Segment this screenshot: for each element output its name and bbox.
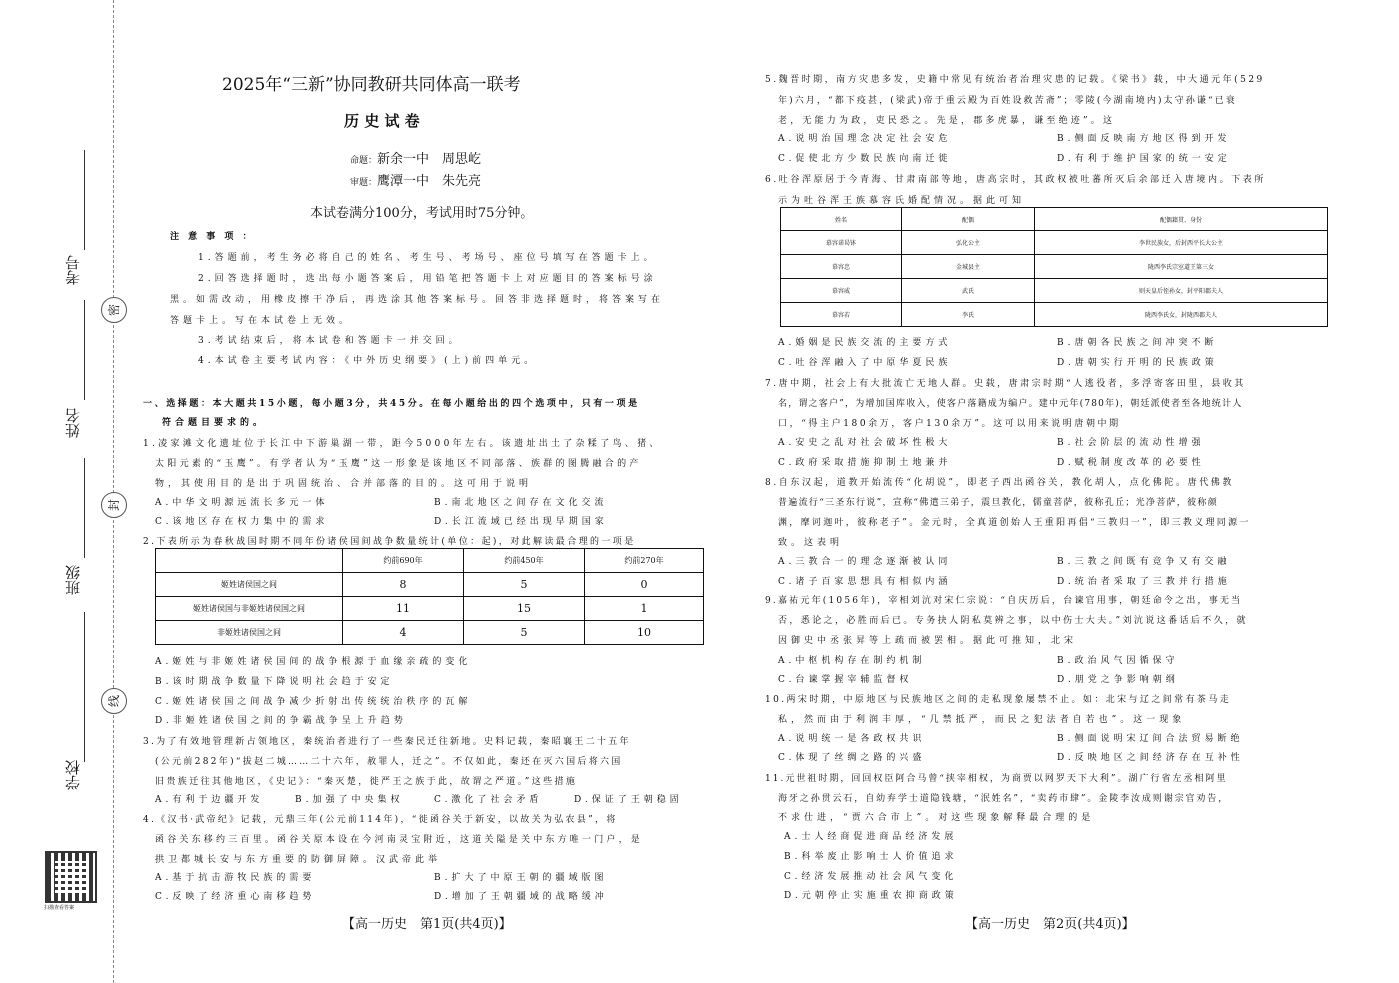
qr-caption: 扫描查看答案 (44, 905, 75, 911)
q2-table-cell: 5 (464, 621, 585, 645)
author-line: 命题：新余一中 周思屹 (350, 152, 482, 167)
seal-mi: 密 (101, 297, 127, 323)
footer-page-2: 【高一历史 第2页(共4页)】 (965, 917, 1135, 932)
q6-table-cell: 武氏 (902, 279, 1035, 303)
q7-stem-3: 口，“得主户180余万，客户130余万”。这可以用来说明唐朝中期 (778, 419, 1121, 429)
q11-option-c[interactable]: C.经济发展推动社会风气变化 (784, 872, 958, 882)
q2-table-cell: 4 (343, 621, 464, 645)
q2-option-d[interactable]: D.非姬姓诸侯国之间的争霸战争呈上升趋势 (155, 716, 407, 726)
q6-table-cell: 李世民族女，后封西平长大公主 (1035, 231, 1328, 255)
q7-stem-1: 7.唐中期，社会上有大批流亡无地人群。史载，唐肃宗时期“人逃役者，多浮寄客田里，县收其 (765, 379, 1246, 389)
q6-table-cell: 慕容若 (781, 303, 902, 327)
q6-option-d[interactable]: D.唐朝实行开明的民族政策 (1057, 358, 1218, 368)
q2-table-header: 约前690年 (343, 549, 464, 573)
q6-table-cell: 慕容威 (781, 279, 902, 303)
q9-stem-3: 因御史中丞张昇等上疏而被罢相。据此可推知，北宋 (778, 636, 1078, 646)
q7-option-c[interactable]: C.政府采取措施抑制土地兼并 (778, 458, 952, 468)
qr-code (45, 851, 97, 903)
q2-table-cell: 1 (585, 597, 704, 621)
subject-title: 历 史 试 卷 (344, 112, 420, 130)
q6-table (780, 207, 1328, 327)
q5-option-a[interactable]: A.说明治国理念决定社会安危 (778, 134, 952, 144)
class-label: 班级 (64, 565, 82, 595)
q2-option-b[interactable]: B.该时期战争数量下降说明社会趋于安定 (155, 677, 394, 687)
q10-option-c[interactable]: C.体现了丝绸之路的兴盛 (778, 753, 926, 763)
q2-option-c[interactable]: C.姬姓诸侯国之间战争减少折射出传统统治秩序的瓦解 (155, 697, 472, 707)
q9-stem-1: 9.嘉祐元年(1056年)，宰相刘沆对宋仁宗说：“自庆历后，台谏官用事，朝廷命令之出，事无当 (765, 596, 1243, 606)
q6-table-cell: 慕容忠 (781, 255, 902, 279)
q1-stem-2: 太阳元素的“玉鹰”。有学者认为“玉鹰”这一形象是该地区不同部落、族群的图腾融合的产 (155, 459, 642, 469)
q6-table-cell: 陇西李氏女，封陇西郡夫人 (1035, 303, 1328, 327)
q2-table-cell: 11 (343, 597, 464, 621)
q7-option-a[interactable]: A.安史之乱对社会破坏性极大 (778, 438, 952, 448)
q7-stem-2: 名，谓之客户”，为增加国库收入，使客户落籍成为编户。建中元年(780年)，朝廷派使者至各地统计人 (778, 399, 1243, 409)
note-2a: 2.回答选择题时，选出每小题答案后，用铅笔把答题卡上对应题目的答案标号涂 (198, 274, 657, 284)
seal-xian: 线 (101, 688, 127, 714)
q2-table-header: 约前450年 (464, 549, 585, 573)
q6-table-cell: 金城县主 (902, 255, 1035, 279)
class-line (84, 458, 85, 558)
q1-option-d[interactable]: D.长江流域已经出现早期国家 (434, 517, 608, 527)
q8-option-a[interactable]: A.三教合一的理念逐渐被认同 (778, 557, 952, 567)
q2-table (155, 548, 704, 645)
q6-table-cell: 弘化公主 (902, 231, 1035, 255)
note-4: 4.本试卷主要考试内容：《中外历史纲要》(上)前四单元。 (198, 356, 538, 366)
q3-option-d[interactable]: D.保证了王朝稳固 (574, 795, 683, 805)
seal-feng: 封 (101, 492, 127, 518)
q6-table-cell: 陇西李氏宗室道王第三女 (1035, 255, 1328, 279)
q3-stem-3: 旧贵族迁往其他地区，《史记》：“秦灭楚，徙严王之族于此，故谓之严道。”这些措施 (155, 777, 578, 787)
q3-stem-1: 3.为了有效地管理新占领地区，秦统治者进行了一些秦民迁往新地。史料记载，秦昭襄王二十五年 (143, 737, 631, 747)
q9-stem-2: 否，悉论之，必胜而后已。专务抉人阴私莫辨之事，以中伤士大夫。”刘沆说这番话后不久，就 (778, 616, 1248, 626)
q4-stem-2: 函谷关东移约三百里。函谷关原本设在今河南灵宝附近，这道关隘是关中东方唯一门户，是 (155, 835, 644, 845)
q10-option-b[interactable]: B.侧面说明宋辽间合法贸易断绝 (1057, 734, 1244, 744)
section-1-line1: 一、选择题：本大题共15小题，每小题3分，共45分。在每小题给出的四个选项中，只有一项是 (143, 399, 640, 409)
q2-option-a[interactable]: A.姬姓与非姬姓诸侯国间的战争根源于血缘亲疏的变化 (155, 657, 472, 667)
q2-table-header (156, 549, 343, 573)
q8-stem-1: 8.自东汉起，道教开始流传“化胡说”，即老子西出函谷关，教化胡人，点化佛陀。唐代佛教 (765, 478, 1234, 488)
q6-table-cell: 慕容诺曷钵 (781, 231, 902, 255)
q11-option-b[interactable]: B.科举废止影响士人价值追求 (784, 852, 958, 862)
q2-table-cell: 非姬姓诸侯国之间 (156, 621, 343, 645)
q4-option-c[interactable]: C.反映了经济重心南移趋势 (155, 892, 316, 902)
q10-stem-1: 10.两宋时期，中原地区与民族地区之间的走私现象屡禁不止。如：北宋与辽之间常有茶马走 (765, 695, 1232, 705)
q2-table-cell: 0 (585, 573, 704, 597)
q7-option-b[interactable]: B.社会阶层的流动性增强 (1057, 438, 1205, 448)
q3-stem-2: (公元前282年)“拔赵二城……二十六年，赦罪人，迁之”。不仅如此，秦还在灭六国后将六国 (155, 757, 623, 767)
q6-option-b[interactable]: B.唐朝各民族之间冲突不断 (1057, 338, 1218, 348)
q3-option-c[interactable]: C.激化了社会矛盾 (434, 795, 543, 805)
note-2c: 答题卡上。写在本试卷上无效。 (170, 316, 353, 326)
q8-stem-4: 致。这表明 (778, 538, 844, 548)
q1-stem-1: 1.凌家滩文化遗址位于长江中下游巢湖一带，距今5000年左右。该遗址出土了杂糅了鸟、猪、 (143, 439, 662, 449)
q2-table-cell: 15 (464, 597, 585, 621)
q5-stem-1: 5.魏晋时期，南方灾患多发，史籍中常见有统治者治理灾患的记载。《梁书》载，中大通元年(529 (765, 75, 1265, 85)
q8-option-b[interactable]: B.三教之间既有竞争又有交融 (1057, 557, 1231, 567)
q6-option-a[interactable]: A.婚姻是民族交流的主要方式 (778, 338, 952, 348)
reviewer-line: 审题：鹰潭一中 朱先亮 (350, 174, 482, 189)
q9-option-a[interactable]: A.中枢机构存在制约机制 (778, 656, 926, 666)
page-2 (712, 0, 1399, 983)
q8-option-c[interactable]: C.诸子百家思想具有相似内涵 (778, 577, 952, 587)
footer-page-1: 【高一历史 第1页(共4页)】 (342, 917, 512, 932)
q5-option-b[interactable]: B.侧面反映南方地区得到开发 (1057, 134, 1231, 144)
q4-option-b[interactable]: B.扩大了中原王朝的疆域版图 (434, 873, 608, 883)
q6-table-header: 配偶籍贯、身份 (1035, 208, 1328, 231)
q1-option-b[interactable]: B.南北地区之间存在文化交流 (434, 498, 608, 508)
name-label: 姓名 (64, 408, 82, 438)
q5-stem-3: 老，无能力为政，吏民恐之。先是，郡多虎暴，谦至绝迹”。这 (778, 116, 1116, 126)
note-2b: 黑。如需改动，用橡皮擦干净后，再选涂其他答案标号。回答非选择题时，将答案写在 (170, 295, 665, 305)
q7-option-d[interactable]: D.赋税制度改革的必要性 (1057, 458, 1205, 468)
q10-option-a[interactable]: A.说明统一是各政权共识 (778, 734, 926, 744)
q6-stem-1: 6.吐谷浑原居于今青海、甘肃南部等地，唐高宗时，其政权被吐蕃所灭后余部迁入唐境内。下表所 (765, 175, 1266, 185)
q9-option-c[interactable]: C.台谏掌握宰辅监督权 (778, 675, 913, 685)
exam-number-label: 考号 (64, 255, 82, 285)
q1-option-c[interactable]: C.该地区存在权力集中的需求 (155, 517, 329, 527)
q2-table-cell: 8 (343, 573, 464, 597)
q11-option-a[interactable]: A.士人经商促进商品经济发展 (784, 832, 958, 842)
q4-stem-1: 4.《汉书·武帝纪》记载，元鼎三年(公元前114年)，“徙函谷关于新安，以故关为弘农县”，将 (143, 815, 618, 825)
q2-table-cell: 10 (585, 621, 704, 645)
q3-option-b[interactable]: B.加强了中央集权 (295, 795, 404, 805)
q5-option-c[interactable]: C.促使北方少数民族向南迁徙 (778, 154, 952, 164)
name-line (84, 300, 85, 400)
q4-option-a[interactable]: A.基于抗击游牧民族的需要 (155, 873, 316, 883)
q5-stem-2: 年)六月，“都下疫甚，(梁武)帝于重云殿为百姓设救苦斋”；零陵(今湖南境内)太守孙谦“已衰 (778, 96, 1237, 106)
q2-table-cell: 姬姓诸侯国之间 (156, 573, 343, 597)
q3-option-a[interactable]: A.有利于边疆开发 (155, 795, 264, 805)
q8-option-d[interactable]: D.统治者采取了三教并行措施 (1057, 577, 1231, 587)
q11-stem-2: 海牙之孙贯云石，自幼弃学士道隐钱塘，“泯姓名”，“卖药市肆”。金陵李汝成则谢宗官劝告， (778, 794, 1230, 804)
q10-stem-2: 私，然而由于利润丰厚，“几禁抵严，而民之犯法者自若也”。这一现象 (778, 715, 1186, 725)
q1-option-a[interactable]: A.中华文明源远流长多元一体 (155, 498, 329, 508)
school-label: 学校 (64, 760, 82, 790)
q10-option-d[interactable]: D.反映地区之间经济存在互补性 (1057, 753, 1244, 763)
q6-table-cell: 李氏 (902, 303, 1035, 327)
q6-table-cell: 则天皇后侄孙女，封平阳郡夫人 (1035, 279, 1328, 303)
score-note: 本试卷满分100分，考试用时75分钟。 (310, 206, 534, 221)
q2-table-cell: 5 (464, 573, 585, 597)
notes-title: 注 意 事 项 ： (170, 232, 255, 242)
q2-stem: 2.下表所示为春秋战国时期不同年份诸侯国间战争数量统计(单位：起)，对此解读最合理的一项是 (143, 537, 636, 547)
exam-number-line (84, 150, 85, 250)
q6-stem-2: 示为吐谷浑王族慕容氏婚配情况。据此可知 (778, 196, 1026, 206)
q11-option-d[interactable]: D.元朝停止实施重农抑商政策 (784, 891, 958, 901)
q1-stem-3: 物，其使用目的是出于巩固统治、合并部落的目的。这可用于说明 (155, 479, 533, 489)
q6-option-c[interactable]: C.吐谷浑融入了中原华夏民族 (778, 358, 952, 368)
q11-stem-3: 不求仕进，“贾六合市上”。对这些现象解释最合理的是 (778, 813, 1095, 823)
q9-option-d[interactable]: D.朋党之争影响朝纲 (1057, 675, 1179, 685)
q8-stem-3: 渊，摩诃迦叶，彼称老子”。金元时，全真道创始人王重阳再倡“三教归一”，即三教义理同源一 (778, 518, 1251, 528)
q6-table-header: 姓名 (781, 208, 902, 231)
section-1-line2: 符合题目要求的。 (162, 418, 267, 428)
q2-table-header: 约前270年 (585, 549, 704, 573)
q4-stem-3: 拱卫都城长安与东方重要的防御屏障。汉武帝此举 (155, 855, 442, 865)
q2-table-cell: 姬姓诸侯国与非姬姓诸侯国之间 (156, 597, 343, 621)
note-3: 3.考试结束后，将本试卷和答题卡一并交回。 (198, 336, 462, 346)
q8-stem-2: 普遍流行“三圣东行说”，宣称“佛遣三弟子，震旦教化，儒童菩萨，彼称孔丘；光净菩萨，彼称颜 (778, 498, 1219, 508)
q9-option-b[interactable]: B.政治风气因循保守 (1057, 656, 1179, 666)
q4-option-d[interactable]: D.增加了王朝疆域的战略缓冲 (434, 892, 608, 902)
note-1: 1.答题前，考生务必将自己的姓名、考生号、考场号、座位号填写在答题卡上。 (198, 253, 657, 263)
school-line (84, 612, 85, 762)
q5-option-d[interactable]: D.有利于维护国家的统一安定 (1057, 154, 1231, 164)
exam-title: 2025年“三新”协同教研共同体高一联考 (222, 75, 521, 95)
q11-stem-1: 11.元世祖时期，回回权臣阿合马曾“挟宰相权，为商贾以网罗天下大利”。湖广行省左丞相阿里 (765, 774, 1228, 784)
q6-table-header: 配偶 (902, 208, 1035, 231)
